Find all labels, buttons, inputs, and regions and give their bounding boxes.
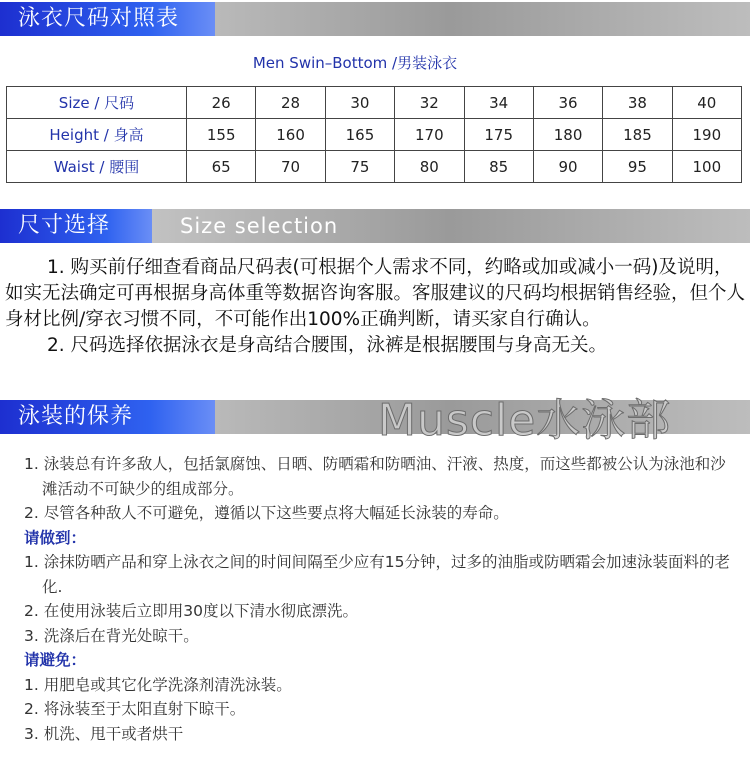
size-chart-table: [6, 86, 742, 183]
size-chart-row: [7, 87, 742, 119]
size-chart-cell: 28: [256, 87, 325, 119]
size-chart-row-label: Size / 尺码: [7, 87, 187, 119]
size-chart-cell: 165: [325, 119, 394, 151]
size-chart-cell: 26: [187, 87, 256, 119]
size-selection-banner-title: 尺寸选择: [0, 209, 152, 243]
size-chart-cell: 100: [672, 151, 741, 183]
care-do-item: 2. 在使用泳装后立即用30度以下清水彻底漂洗。: [24, 602, 358, 620]
size-selection-banner-subtitle: Size selection: [180, 214, 339, 238]
size-chart-row-label: Waist / 腰围: [7, 151, 187, 183]
care-instructions: [24, 452, 734, 746]
size-chart-cell: 40: [672, 87, 741, 119]
size-chart-banner: [0, 2, 750, 36]
size-chart-cell: 75: [325, 151, 394, 183]
size-chart-cell: 70: [256, 151, 325, 183]
care-avoid-item: 2. 将泳装至于太阳直射下晾干。: [24, 700, 246, 718]
shop-watermark: Muscle水泳部: [378, 395, 672, 446]
size-note: 2. 尺码选择依据泳衣是身高结合腰围，泳裤是根据腰围与身高无关。: [47, 335, 608, 356]
care-do-item: 3. 洗涤后在背光处晾干。: [24, 626, 199, 645]
care-avoid-item: 1. 用肥皂或其它化学洗涤剂清洗泳装。: [24, 675, 292, 694]
care-intro-item: 2. 尽管各种敌人不可避免，遵循以下这些要点将大幅延长泳装的寿命。: [24, 504, 509, 522]
size-chart-cell: 185: [603, 119, 672, 151]
size-chart-title: Men Swin–Bottom /男装泳衣: [252, 54, 458, 72]
size-chart-cell: 30: [325, 87, 394, 119]
size-selection-notes: [5, 255, 745, 359]
size-chart-cell: 175: [464, 119, 533, 151]
size-chart-cell: 34: [464, 87, 533, 119]
size-selection-banner: [0, 209, 750, 243]
size-chart-cell: 155: [187, 119, 256, 151]
care-do-item: 1. 涂抹防晒产品和穿上泳衣之间的时间间隔至少应有15分钟，过多的油脂或防晒霜会加速泳装面料的老化.: [24, 553, 730, 596]
size-chart-cell: 90: [533, 151, 602, 183]
care-intro-item: 1. 泳装总有许多敌人，包括氯腐蚀、日晒、防晒霜和防晒油、汗液、热度，而这些都被公认为泳池和沙滩活动不可缺少的组成部分。: [24, 455, 726, 498]
care-banner-title: 泳装的保养: [0, 400, 215, 434]
size-chart-cell: 65: [187, 151, 256, 183]
size-chart-cell: 32: [395, 87, 464, 119]
care-do-heading: 请做到：: [24, 528, 87, 547]
size-chart-cell: 80: [395, 151, 464, 183]
size-chart-cell: 36: [533, 87, 602, 119]
size-chart-cell: 160: [256, 119, 325, 151]
care-avoid-heading: 请避免：: [24, 651, 87, 669]
size-note: 1. 购买前仔细查看商品尺码表(可根据个人需求不同，约略或加或减小一码)及说明，如实无法确定可再根据身高体重等数据咨询客服。客服建议的尺码均根据销售经验，但个人身材比例/穿衣习惯不同，不可能作出100%正确判断，请买家自行确认。: [5, 257, 746, 330]
care-avoid-item: 3. 机洗、甩干或者烘干: [24, 724, 184, 743]
size-chart-cell: 85: [464, 151, 533, 183]
size-chart-banner-title: 泳衣尺码对照表: [0, 2, 215, 36]
size-chart-cell: 180: [533, 119, 602, 151]
size-chart-row-label: Height / 身高: [7, 119, 187, 151]
size-chart-cell: 190: [672, 119, 741, 151]
size-chart-row: [7, 151, 742, 183]
size-chart-cell: 95: [603, 151, 672, 183]
size-chart-cell: 170: [395, 119, 464, 151]
size-chart-cell: 38: [603, 87, 672, 119]
size-chart-row: [7, 119, 742, 151]
